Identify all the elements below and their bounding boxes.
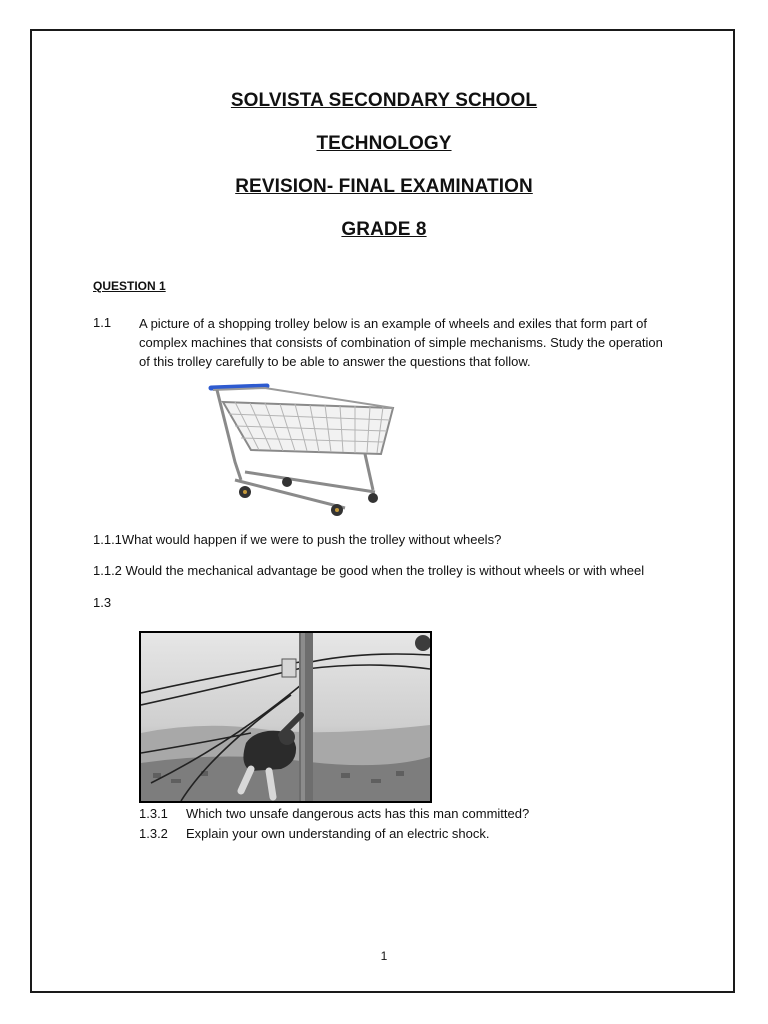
question-text-1-3-1: Which two unsafe dangerous acts has this man committed?: [186, 806, 530, 821]
man-on-pole-image: [141, 633, 430, 801]
question-1-1-2: 1.1.2 Would the mechanical advantage be good when the trolley is without wheels or with wheel: [93, 563, 645, 578]
question-number: 1.1: [93, 315, 112, 330]
question-number-1-3-2: 1.3.2: [139, 826, 168, 841]
subject-title: TECHNOLOGY: [316, 133, 452, 154]
question-1-1-1: 1.1.1What would happen if we were to push the trolley without wheels?: [93, 532, 502, 547]
exam-title: REVISION- FINAL EXAMINATION: [235, 176, 533, 197]
question-number-1-3: 1.3: [93, 595, 112, 610]
school-name: SOLVISTA SECONDARY SCHOOL: [230, 90, 538, 111]
shopping-trolley-icon: [205, 380, 400, 520]
question-text-1-3-2: Explain your own understanding of an electric shock.: [186, 826, 490, 841]
question-line: of this trolley carefully to be able to answer the questions that follow.: [139, 354, 531, 369]
question-title: QUESTION 1: [93, 279, 166, 293]
shopping-trolley-image: [205, 380, 400, 520]
page-number: 1: [380, 949, 388, 963]
question-line: complex machines that consists of combination of simple mechanisms. Study the operation: [139, 335, 663, 350]
question-line: A picture of a shopping trolley below is an example of wheels and exiles that form part of: [139, 316, 648, 331]
question-number-1-3-1: 1.3.1: [139, 806, 168, 821]
grade-title: GRADE 8: [341, 219, 427, 240]
question-text-1-1: [139, 314, 663, 371]
electric-pole-photo: [139, 631, 432, 803]
